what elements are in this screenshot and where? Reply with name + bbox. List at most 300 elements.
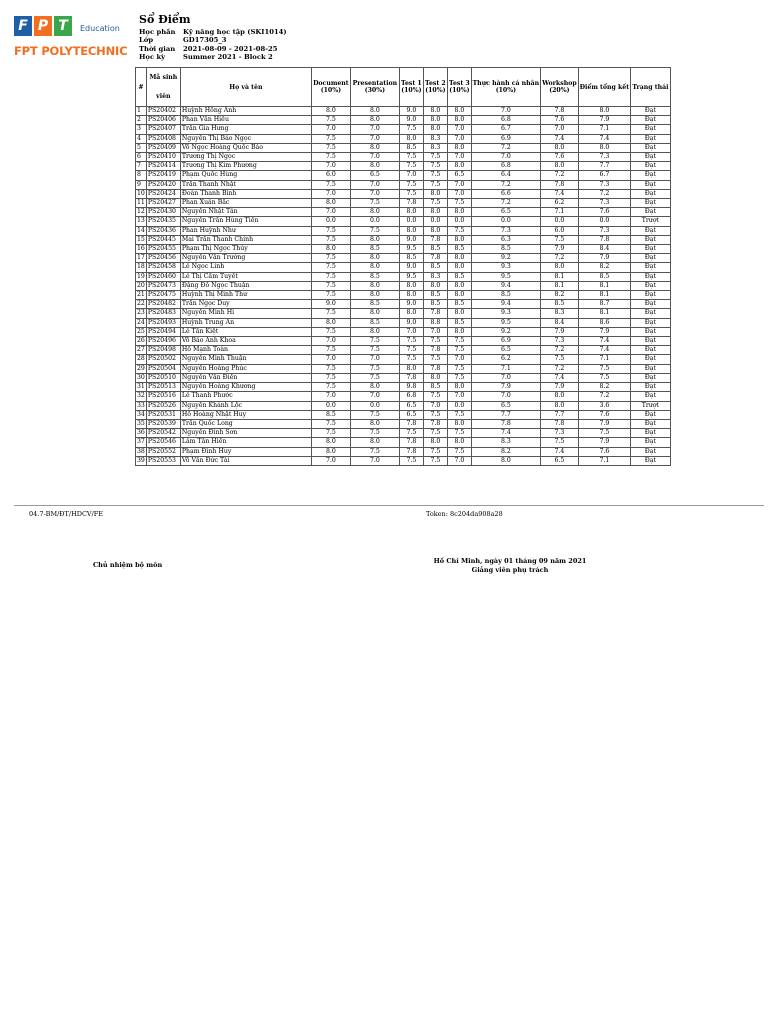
table-cell: 8.0 <box>350 208 399 217</box>
table-cell: 30 <box>137 373 145 381</box>
table-cell: 7.3 <box>540 429 578 438</box>
course-label: Học phần <box>139 28 176 36</box>
table-cell: 7.5 <box>350 226 399 235</box>
table-row <box>136 217 671 226</box>
table-cell: 7.8 <box>540 107 578 116</box>
column-header: Trạng thái <box>630 68 670 107</box>
table-cell: 7.0 <box>311 392 350 401</box>
table-cell: 8.0 <box>423 208 447 217</box>
table-row <box>136 235 671 244</box>
table-cell: 8.0 <box>447 263 471 272</box>
table-cell: Hồ Mạnh Toàn <box>180 346 311 355</box>
table-cell: 6.5 <box>540 456 578 465</box>
table-cell: 32 <box>137 392 145 400</box>
table-row <box>136 355 671 364</box>
lecturer-signature-block <box>430 557 590 574</box>
table-cell: 7.8 <box>423 419 447 428</box>
table-cell: 9.4 <box>471 281 540 290</box>
table-cell: 7.5 <box>447 226 471 235</box>
table-cell: 8.0 <box>350 327 399 336</box>
table-cell: 7.9 <box>540 245 578 254</box>
table-cell: 8.0 <box>423 125 447 134</box>
table-cell: 7.8 <box>399 419 423 428</box>
table-cell: 8.0 <box>350 291 399 300</box>
table-cell: PS20526 <box>146 401 180 410</box>
table-cell: 24 <box>137 318 145 326</box>
table-cell: 7.0 <box>311 125 350 134</box>
table-cell: 7.5 <box>447 337 471 346</box>
table-cell: Nguyễn Khánh Lộc <box>180 401 311 410</box>
table-cell: Đạt <box>630 125 670 134</box>
table-cell: Nguyễn Đình Sơn <box>180 429 311 438</box>
table-cell: Trượt <box>630 401 670 410</box>
table-cell: 7.5 <box>447 373 471 382</box>
table-cell: 8.0 <box>399 208 423 217</box>
table-cell: 7.0 <box>447 189 471 198</box>
table-cell: 7.0 <box>350 125 399 134</box>
table-cell: 7.7 <box>578 162 630 171</box>
table-cell: 7.1 <box>471 364 540 373</box>
table-cell: 8.3 <box>540 309 578 318</box>
table-cell: 6.8 <box>399 392 423 401</box>
table-row <box>136 300 671 309</box>
table-cell: 8.0 <box>350 107 399 116</box>
table-cell: 7.5 <box>399 429 423 438</box>
table-cell: Đạt <box>630 429 670 438</box>
table-cell: Đạt <box>630 392 670 401</box>
table-cell: 7.5 <box>311 235 350 244</box>
table-row <box>136 153 671 162</box>
table-cell: PS20552 <box>146 447 180 456</box>
table-cell: 7.5 <box>350 346 399 355</box>
table-cell: 9.5 <box>471 318 540 327</box>
table-cell: 8.1 <box>578 309 630 318</box>
table-cell: 8.1 <box>578 291 630 300</box>
course-info-row <box>139 53 287 61</box>
table-cell: 7.8 <box>540 180 578 189</box>
table-cell: Đạt <box>630 180 670 189</box>
table-cell: 8.0 <box>423 189 447 198</box>
table-cell: 6.5 <box>399 401 423 410</box>
table-cell: 7.5 <box>350 429 399 438</box>
table-cell: 38 <box>137 447 145 455</box>
table-row <box>136 346 671 355</box>
table-cell: 7.5 <box>423 355 447 364</box>
table-cell: Đạt <box>630 364 670 373</box>
table-cell: 7.0 <box>471 107 540 116</box>
table-cell: 8.0 <box>311 199 350 208</box>
table-cell: PS20539 <box>146 419 180 428</box>
table-cell: Đạt <box>630 171 670 180</box>
table-cell: Phan Huỳnh Như <box>180 226 311 235</box>
table-cell: Võ Văn Đức Tài <box>180 456 311 465</box>
table-cell: 0.0 <box>399 217 423 226</box>
table-cell: Nguyễn Văn Điền <box>180 373 311 382</box>
table-row <box>136 456 671 465</box>
table-cell: Nguyễn Nhật Tân <box>180 208 311 217</box>
table-cell: PS20460 <box>146 272 180 281</box>
table-cell: 7.3 <box>540 337 578 346</box>
table-cell: Đạt <box>630 235 670 244</box>
table-cell: Trần Ngọc Duy <box>180 300 311 309</box>
table-cell: Đạt <box>630 419 670 428</box>
table-cell: 8 <box>136 171 147 180</box>
table-cell: 7.0 <box>447 392 471 401</box>
column-header: Presentation (30%) <box>350 68 399 107</box>
divider <box>14 505 764 506</box>
table-cell: 8.2 <box>578 383 630 392</box>
table-cell: Huỳnh Trung Ân <box>180 318 311 327</box>
table-cell: 7.1 <box>578 456 630 465</box>
column-header: Thực hành cá nhân (10%) <box>471 68 540 107</box>
table-cell: 8.1 <box>540 272 578 281</box>
table-cell: 0.0 <box>311 401 350 410</box>
table-cell: PS20409 <box>146 143 180 152</box>
table-cell: 7.4 <box>578 346 630 355</box>
table-cell: 0.0 <box>447 217 471 226</box>
table-cell: 8.2 <box>540 291 578 300</box>
table-cell: 7.5 <box>423 447 447 456</box>
table-cell: 7.5 <box>350 364 399 373</box>
grades-table <box>135 67 671 466</box>
table-cell: 7.5 <box>540 438 578 447</box>
table-row <box>136 116 671 125</box>
table-cell: 7.9 <box>540 327 578 336</box>
table-row <box>136 226 671 235</box>
table-cell: 8.4 <box>540 318 578 327</box>
table-cell: Trương Thị Ngọc <box>180 153 311 162</box>
table-cell: 0.0 <box>350 217 399 226</box>
table-cell: 8.5 <box>399 143 423 152</box>
table-row <box>136 364 671 373</box>
table-cell: 7.4 <box>540 134 578 143</box>
table-cell: 7.5 <box>447 447 471 456</box>
table-cell: 8.0 <box>399 226 423 235</box>
table-cell: 8.0 <box>350 263 399 272</box>
table-cell: 8.0 <box>311 438 350 447</box>
table-cell: 7.2 <box>540 346 578 355</box>
table-cell: 18 <box>137 263 145 271</box>
table-cell: 7.5 <box>423 392 447 401</box>
table-cell: 7.0 <box>350 392 399 401</box>
table-row <box>136 401 671 410</box>
table-cell: 7.8 <box>399 438 423 447</box>
table-cell: 8.5 <box>423 383 447 392</box>
table-cell: 7.0 <box>423 327 447 336</box>
table-cell: 8.5 <box>423 245 447 254</box>
table-cell: 7.5 <box>350 447 399 456</box>
table-cell: Phạm Quốc Hùng <box>180 171 311 180</box>
table-cell: 8.3 <box>423 143 447 152</box>
table-cell: 7.2 <box>578 392 630 401</box>
table-cell: 0.0 <box>540 217 578 226</box>
column-header: Test 2 (10%) <box>423 68 447 107</box>
table-cell: Mai Trần Thanh Chính <box>180 235 311 244</box>
table-cell: PS20513 <box>146 383 180 392</box>
table-cell: 9.0 <box>399 235 423 244</box>
table-cell: 8.8 <box>423 318 447 327</box>
table-cell: 8.5 <box>399 254 423 263</box>
table-cell: Đạt <box>630 300 670 309</box>
table-cell: 6.3 <box>471 235 540 244</box>
table-cell: 7.5 <box>423 199 447 208</box>
table-cell: PS20475 <box>146 291 180 300</box>
table-cell: PS20410 <box>146 153 180 162</box>
table-cell: 7.5 <box>447 199 471 208</box>
table-row <box>136 199 671 208</box>
table-cell: Lê Tấn Kiệt <box>180 327 311 336</box>
table-cell: 8.0 <box>423 281 447 290</box>
table-cell: PS20482 <box>146 300 180 309</box>
table-cell: 7.5 <box>423 171 447 180</box>
table-cell: 7.2 <box>471 199 540 208</box>
table-cell: PS20483 <box>146 309 180 318</box>
table-row <box>136 337 671 346</box>
table-cell: PS20407 <box>146 125 180 134</box>
table-row <box>136 373 671 382</box>
table-cell: 27 <box>137 346 145 354</box>
table-cell: 9.0 <box>399 318 423 327</box>
table-cell: 7.5 <box>423 337 447 346</box>
table-row <box>136 189 671 198</box>
table-cell: 26 <box>137 337 145 345</box>
table-cell: Lâm Tấn Hiền <box>180 438 311 447</box>
table-cell: 7.0 <box>447 125 471 134</box>
table-cell: 8.5 <box>350 245 399 254</box>
table-cell: 7.5 <box>311 309 350 318</box>
table-cell: 7.1 <box>578 125 630 134</box>
table-cell: 16 <box>137 245 145 253</box>
table-cell: PS20445 <box>146 235 180 244</box>
table-cell: 7.2 <box>540 171 578 180</box>
table-cell: 6.5 <box>471 208 540 217</box>
table-cell: 7.9 <box>471 383 540 392</box>
table-cell: Phan Xuân Bắc <box>180 199 311 208</box>
table-cell: PS20406 <box>146 116 180 125</box>
table-cell: 0.0 <box>578 217 630 226</box>
logo-polytechnic-text: FPT POLYTECHNIC <box>14 44 128 58</box>
table-cell: Hồ Hoàng Nhật Huy <box>180 410 311 419</box>
column-header: # <box>136 68 147 107</box>
table-cell: 33 <box>137 401 145 409</box>
table-cell: 7.5 <box>447 364 471 373</box>
table-cell: 7.0 <box>311 355 350 364</box>
table-cell: 5 <box>136 143 147 152</box>
table-cell: 8.5 <box>423 300 447 309</box>
table-cell: 6.2 <box>540 199 578 208</box>
table-cell: 7.7 <box>540 410 578 419</box>
table-cell: 8.0 <box>540 143 578 152</box>
table-row <box>136 383 671 392</box>
table-cell: 7.6 <box>578 447 630 456</box>
class-label: Lớp <box>139 36 154 45</box>
table-cell: 19 <box>137 272 145 280</box>
table-cell: Đạt <box>630 107 670 116</box>
table-cell: 8.0 <box>447 107 471 116</box>
table-cell: Nguyễn Thị Bảo Ngọc <box>180 134 311 143</box>
column-header: Test 1 (10%) <box>399 68 423 107</box>
table-cell: 7.3 <box>578 226 630 235</box>
table-cell: 7.0 <box>399 327 423 336</box>
column-header: Họ và tên <box>180 68 311 107</box>
table-row <box>136 410 671 419</box>
table-cell: 8.0 <box>350 438 399 447</box>
table-row <box>136 171 671 180</box>
table-cell: 15 <box>137 235 145 243</box>
table-cell: 7.5 <box>311 419 350 428</box>
table-cell: 8.0 <box>350 254 399 263</box>
table-cell: Đặng Đỗ Ngọc Thuận <box>180 281 311 290</box>
table-cell: 25 <box>137 327 145 335</box>
table-cell: 7.8 <box>399 199 423 208</box>
table-cell: 0.0 <box>447 401 471 410</box>
table-cell: 7.8 <box>399 373 423 382</box>
table-cell: 34 <box>137 410 145 418</box>
table-cell: PS20494 <box>146 327 180 336</box>
table-row <box>136 419 671 428</box>
table-cell: 7.5 <box>350 199 399 208</box>
table-cell: 11 <box>137 199 145 207</box>
table-cell: 7.5 <box>399 346 423 355</box>
table-cell: 39 <box>137 456 145 464</box>
table-cell: 8.5 <box>447 300 471 309</box>
table-cell: Lê Ngọc Linh <box>180 263 311 272</box>
table-cell: 6.5 <box>471 346 540 355</box>
table-cell: 7.9 <box>578 419 630 428</box>
table-cell: Đạt <box>630 272 670 281</box>
table-cell: 7.3 <box>578 180 630 189</box>
table-cell: 8.0 <box>447 309 471 318</box>
table-cell: 8.0 <box>399 309 423 318</box>
table-cell: 6.5 <box>471 401 540 410</box>
table-cell: 7.8 <box>578 235 630 244</box>
table-cell: Đạt <box>630 346 670 355</box>
table-cell: 8.0 <box>447 254 471 263</box>
table-cell: 7.5 <box>311 291 350 300</box>
table-cell: 7.0 <box>311 456 350 465</box>
table-cell: PS20427 <box>146 199 180 208</box>
table-cell: PS20546 <box>146 438 180 447</box>
form-code: 04.7-BM/ĐT/HDCV/FE <box>29 510 104 518</box>
table-cell: 6.7 <box>578 171 630 180</box>
table-cell: 7.3 <box>578 199 630 208</box>
table-cell: 7.0 <box>350 456 399 465</box>
column-header: Test 3 (10%) <box>447 68 471 107</box>
table-cell: Đạt <box>630 254 670 263</box>
table-cell: 7.5 <box>311 429 350 438</box>
table-cell: 7.5 <box>399 153 423 162</box>
table-cell: 17 <box>137 254 145 262</box>
table-cell: 7.5 <box>578 373 630 382</box>
table-cell: Nguyễn Trần Hùng Tiến <box>180 217 311 226</box>
table-cell: 31 <box>137 383 145 391</box>
table-cell: 7.5 <box>311 263 350 272</box>
table-cell: 20 <box>137 281 145 289</box>
table-cell: 8.0 <box>540 401 578 410</box>
table-cell: 1 <box>136 107 147 116</box>
table-cell: 8.0 <box>540 162 578 171</box>
table-cell: 8.5 <box>447 272 471 281</box>
table-cell: 8.0 <box>423 107 447 116</box>
table-cell: 7.5 <box>311 143 350 152</box>
fpt-letter-t: T <box>54 16 72 36</box>
table-cell: 7.5 <box>540 235 578 244</box>
table-cell: 9.8 <box>399 383 423 392</box>
table-cell: 7.0 <box>540 125 578 134</box>
table-cell: 7.9 <box>578 327 630 336</box>
table-cell: Đạt <box>630 199 670 208</box>
table-cell: Lê Thanh Phước <box>180 392 311 401</box>
table-cell: 10 <box>137 189 145 197</box>
table-row <box>136 281 671 290</box>
table-cell: 7.0 <box>311 189 350 198</box>
table-cell: 7.8 <box>423 235 447 244</box>
table-cell: 23 <box>137 309 145 317</box>
class-value: GD17305_3 <box>183 36 227 45</box>
table-cell: PS20430 <box>146 208 180 217</box>
column-header: Mã sinh viên <box>146 68 180 107</box>
table-cell: 8.2 <box>578 263 630 272</box>
table-cell: 8.0 <box>350 309 399 318</box>
table-cell: 7.2 <box>578 189 630 198</box>
table-cell: 8.5 <box>578 272 630 281</box>
table-cell: 7.9 <box>578 438 630 447</box>
table-cell: Lê Thị Cẩm Tuyết <box>180 272 311 281</box>
table-cell: 7.0 <box>350 134 399 143</box>
table-cell: Đạt <box>630 208 670 217</box>
table-cell: 7.4 <box>540 373 578 382</box>
table-cell: 9.2 <box>471 327 540 336</box>
table-cell: Đạt <box>630 162 670 171</box>
table-cell: 9.3 <box>471 309 540 318</box>
table-cell: Võ Bảo Anh Khoa <box>180 337 311 346</box>
table-cell: 35 <box>137 419 145 427</box>
table-cell: 7.5 <box>423 180 447 189</box>
table-cell: 8.0 <box>540 392 578 401</box>
table-cell: 8.5 <box>471 245 540 254</box>
column-header: Document (10%) <box>311 68 350 107</box>
table-cell: 6.8 <box>471 116 540 125</box>
table-cell: 8.1 <box>540 281 578 290</box>
table-cell: 7.2 <box>471 143 540 152</box>
table-cell: 8.5 <box>350 318 399 327</box>
table-cell: PS20502 <box>146 355 180 364</box>
course-info <box>139 28 287 62</box>
table-row <box>136 438 671 447</box>
table-cell: 8.0 <box>399 291 423 300</box>
table-cell: PS20458 <box>146 263 180 272</box>
table-cell: Nguyễn Minh Hi <box>180 309 311 318</box>
token-text: Token: 8c204da908a28 <box>426 510 503 518</box>
table-cell: 7.5 <box>311 281 350 290</box>
table-cell: Phan Văn Hiếu <box>180 116 311 125</box>
table-cell: 8.0 <box>471 456 540 465</box>
table-cell: 7.5 <box>311 383 350 392</box>
table-cell: 8.0 <box>423 116 447 125</box>
table-cell: 6.5 <box>399 410 423 419</box>
table-cell: 8.6 <box>578 318 630 327</box>
table-cell: 9.2 <box>471 254 540 263</box>
table-cell: 6.0 <box>540 226 578 235</box>
table-cell: 7.9 <box>540 383 578 392</box>
table-cell: 8.0 <box>311 447 350 456</box>
table-cell: 8.0 <box>311 245 350 254</box>
table-cell: 8.5 <box>311 410 350 419</box>
table-cell: Đoàn Thanh Bình <box>180 189 311 198</box>
table-cell: 3 <box>136 125 147 134</box>
table-cell: 7.0 <box>447 153 471 162</box>
table-cell: 6 <box>136 153 147 162</box>
